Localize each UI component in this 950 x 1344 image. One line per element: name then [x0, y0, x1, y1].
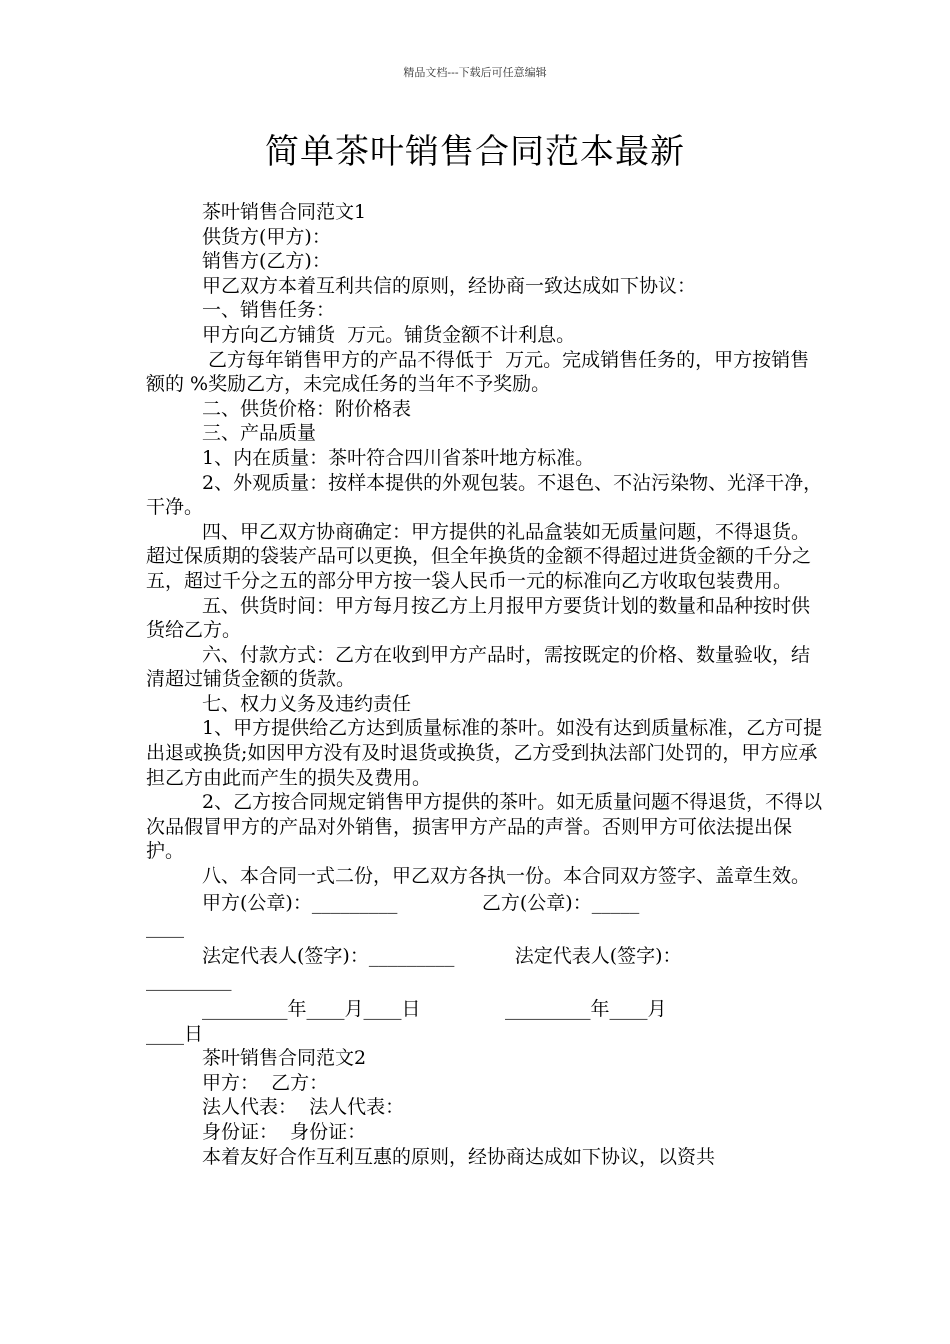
paragraph: 甲方向乙方铺货 万元。铺货金额不计利息。	[202, 323, 576, 346]
clause-heading: 七、权力义务及违约责任	[202, 692, 412, 715]
header-note: 精品文档---下载后可任意编辑	[403, 66, 547, 79]
id-line: 身份证： 身份证：	[202, 1120, 367, 1143]
paragraph: 甲乙双方本着互利共信的原则，经协商一致达成如下协议：	[202, 274, 697, 297]
date-line: _________年____月____日 _________年____月	[202, 998, 667, 1020]
signature-line: 甲方(公章)：_________ 乙方(公章)：_____	[202, 891, 640, 914]
section-heading: 茶叶销售合同范文2	[202, 1047, 367, 1070]
party-a-line: 供货方(甲方)：	[202, 225, 331, 248]
representative-line: 法人代表： 法人代表：	[202, 1096, 405, 1119]
paragraph: 1、内在质量：茶叶符合四川省茶叶地方标准。	[202, 446, 595, 469]
signature-line: 法定代表人(签字)：_________ 法定代表人(签字)：	[202, 944, 682, 967]
date-line: ____日	[146, 1022, 204, 1045]
party-b-line: 销售方(乙方)：	[202, 250, 331, 273]
party-line: 甲方： 乙方：	[202, 1071, 329, 1094]
paragraph: 六、付款方式：乙方在收到甲方产品时，需按既定的价格、数量验收，结清超过铺货金额的货款。	[146, 643, 811, 691]
signature-line: ____	[146, 916, 184, 939]
contract-section-2	[146, 1046, 826, 1169]
paragraph: 五、供货时间：甲方每月按乙方上月报甲方要货计划的数量和品种按时供货给乙方。	[146, 594, 811, 642]
paragraph: 1、甲方提供给乙方达到质量标准的茶叶。如没有达到质量标准，乙方可提出退或换货;如因甲方没有及时退货或换货，乙方受到执法部门处罚的，甲方应承担乙方由此而产生的损失及费用。	[146, 717, 823, 789]
clause-heading: 三、产品质量	[202, 422, 317, 445]
clause-heading: 二、供货价格：附价格表	[202, 397, 412, 420]
contract-body	[146, 200, 826, 1169]
clause-heading: 一、销售任务：	[202, 299, 336, 322]
paragraph: 本着友好合作互利互惠的原则，经协商达成如下协议，以资共	[202, 1145, 716, 1168]
paragraph: 八、本合同一式二份，甲乙双方各执一份。本合同双方签字、盖章生效。	[202, 865, 811, 888]
paragraph: 2、外观质量：按样本提供的外观包装。不退色、不沾污染物、光泽干净，干净。	[146, 471, 823, 519]
signature-block	[146, 891, 826, 1047]
section-heading: 茶叶销售合同范文1	[202, 201, 367, 223]
page-title: 简单茶叶销售合同范本最新	[265, 132, 685, 172]
paragraph: 四、甲乙双方协商确定：甲方提供的礼品盒装如无质量问题，不得退货。超过保质期的袋装产品可以更换，但全年换货的金额不得超过进货金额的千分之五，超过千分之五的部分甲方按一袋人民币一元的标准向乙方收取包装费用。	[146, 520, 812, 592]
paragraph: 乙方每年销售甲方的产品不得低于 万元。完成销售任务的，甲方按销售额的 %奖励乙方，未完成任务的当年不予奖励。	[146, 348, 810, 396]
paragraph: 2、乙方按合同规定销售甲方提供的茶叶。如无质量问题不得退货，不得以次品假冒甲方的产品对外销售，损害甲方产品的声誉。否则甲方可依法提出保护。	[146, 791, 823, 863]
signature-line: _________	[146, 969, 232, 992]
